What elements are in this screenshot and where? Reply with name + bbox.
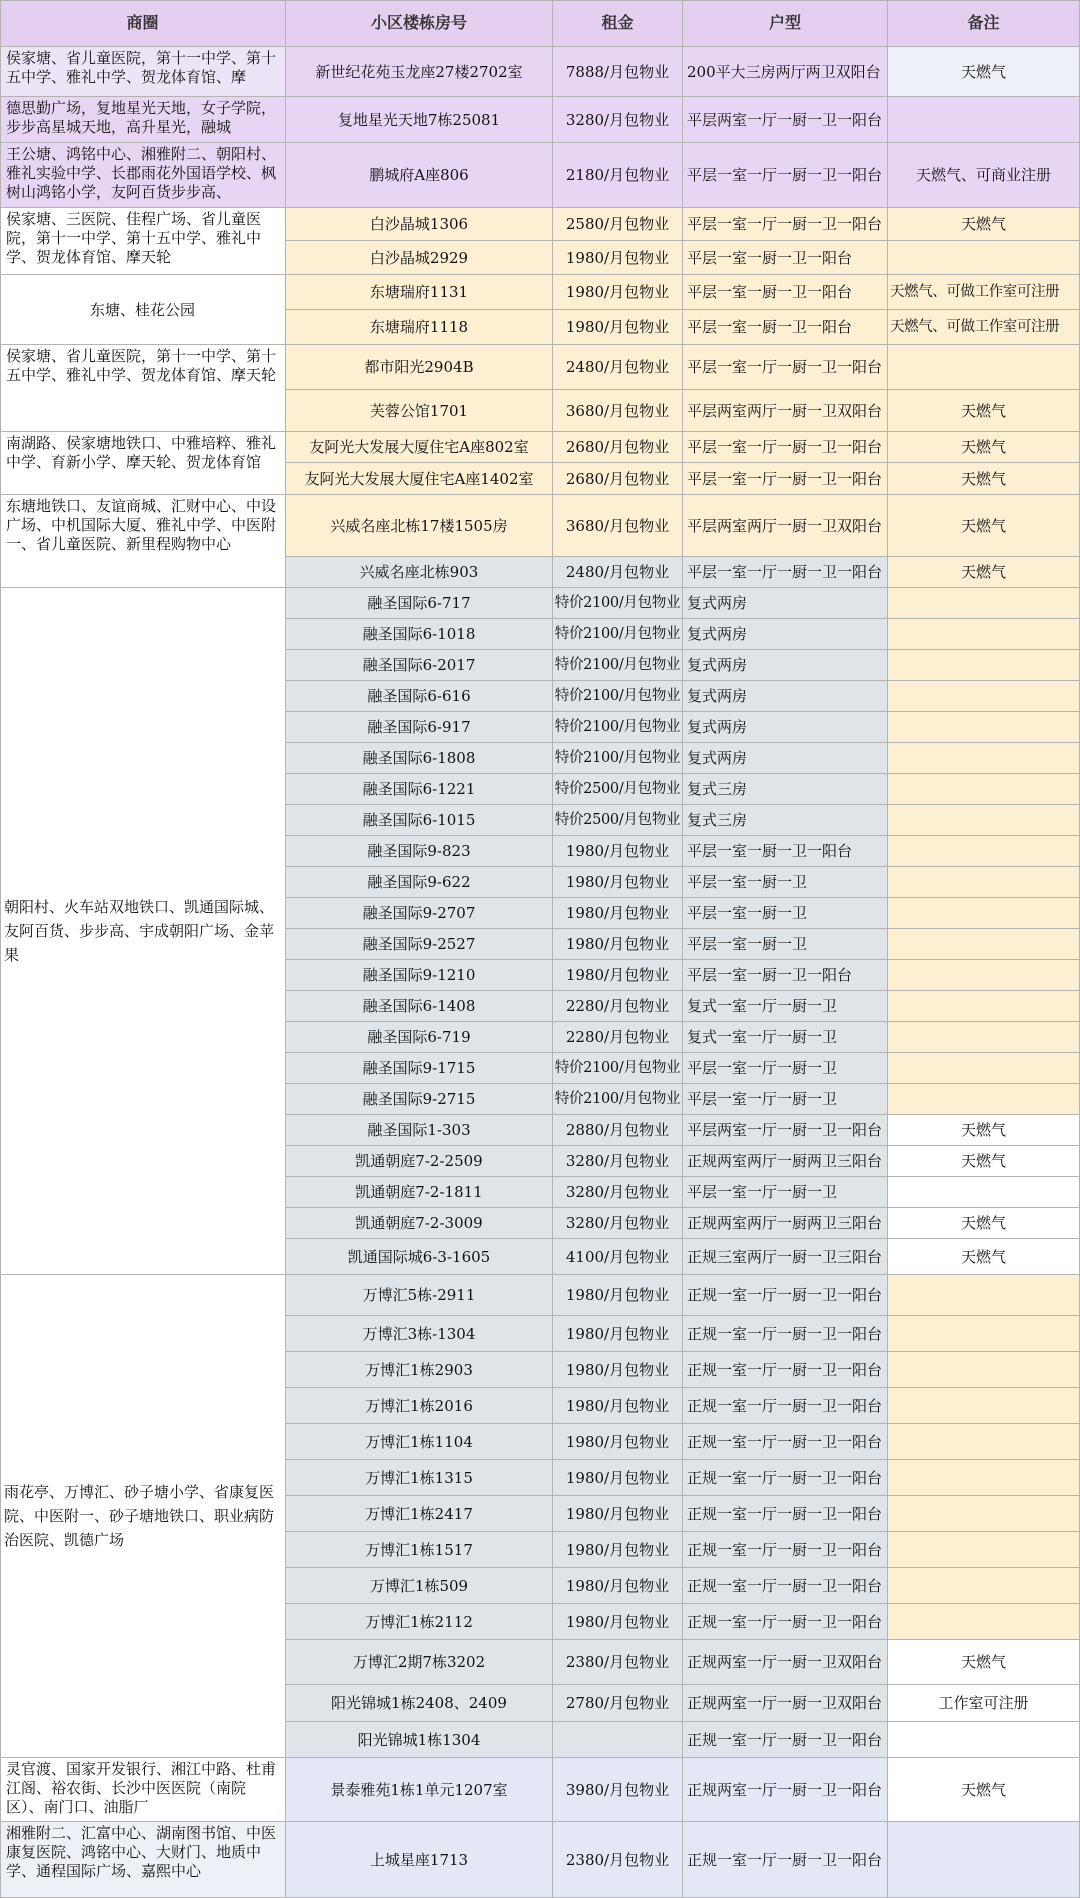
rent-cell: 1980/月包物业 xyxy=(553,1352,683,1388)
rent-cell: 1980/月包物业 xyxy=(553,836,683,867)
unit-cell: 东塘瑞府1131 xyxy=(286,275,553,310)
rent-cell: 2180/月包物业 xyxy=(553,143,683,208)
unit-cell: 融圣国际9-1210 xyxy=(286,960,553,991)
layout-cell: 平层一室一厨一卫一阳台 xyxy=(683,275,888,310)
unit-cell: 融圣国际9-2707 xyxy=(286,898,553,929)
area-cell: 朝阳村、火车站双地铁口、凯通国际城、友阿百货、步步高、宇成朝阳广场、金苹果 xyxy=(0,588,286,1275)
unit-cell: 融圣国际9-2527 xyxy=(286,929,553,960)
layout-cell: 正规一室一厅一厨一卫一阳台 xyxy=(683,1722,888,1758)
unit-cell: 融圣国际6-717 xyxy=(286,588,553,619)
area-cell: 德思勤广场，复地星光天地，女子学院，步步高星城天地，高升星光，融城 xyxy=(0,97,286,143)
unit-cell: 万博汇2期7栋3202 xyxy=(286,1640,553,1685)
layout-cell: 平层一室一厨一卫一阳台 xyxy=(683,241,888,275)
note-cell: 天燃气 xyxy=(888,47,1080,97)
layout-cell: 平层一室一厨一卫一阳台 xyxy=(683,960,888,991)
unit-cell: 芙蓉公馆1701 xyxy=(286,390,553,432)
unit-cell: 万博汇1栋1517 xyxy=(286,1532,553,1568)
layout-cell: 平层两室一厅一厨一卫一阳台 xyxy=(683,97,888,143)
layout-cell: 平层两室两厅一厨一卫双阳台 xyxy=(683,390,888,432)
note-cell xyxy=(888,1352,1080,1388)
note-cell: 天燃气 xyxy=(888,390,1080,432)
rent-cell: 2280/月包物业 xyxy=(553,991,683,1022)
note-cell xyxy=(888,1084,1080,1115)
layout-cell: 平层两室两厅一厨一卫双阳台 xyxy=(683,495,888,557)
area-cell: 东塘地铁口、友谊商城、汇财中心、中设广场、中机国际大厦、雅礼中学、中医附一、省儿童医院、新里程购物中心 xyxy=(0,495,286,588)
layout-cell: 正规两室两厅一厨两卫三阳台 xyxy=(683,1208,888,1239)
header-note: 备注 xyxy=(888,0,1080,47)
note-cell: 天燃气 xyxy=(888,1640,1080,1685)
layout-cell: 正规三室两厅一厨一卫三阳台 xyxy=(683,1239,888,1275)
rent-cell: 2580/月包物业 xyxy=(553,208,683,241)
unit-cell: 融圣国际6-917 xyxy=(286,712,553,743)
rent-cell: 特价2100/月包物业 xyxy=(553,712,683,743)
note-cell xyxy=(888,1177,1080,1208)
layout-cell: 平层一室一厨一卫 xyxy=(683,898,888,929)
area-cell: 东塘、桂花公园 xyxy=(0,275,286,345)
note-cell xyxy=(888,1424,1080,1460)
note-cell: 天燃气 xyxy=(888,1758,1080,1822)
unit-cell: 兴威名座北栋17楼1505房 xyxy=(286,495,553,557)
rent-cell: 3980/月包物业 xyxy=(553,1758,683,1822)
area-cell: 雨花亭、万博汇、砂子塘小学、省康复医院、中医附一、砂子塘地铁口、职业病防治医院、凯德广场 xyxy=(0,1275,286,1758)
rent-cell: 3280/月包物业 xyxy=(553,1146,683,1177)
rent-cell: 2480/月包物业 xyxy=(553,345,683,390)
note-cell xyxy=(888,681,1080,712)
note-cell xyxy=(888,960,1080,991)
rent-cell: 3280/月包物业 xyxy=(553,1208,683,1239)
rent-cell: 1980/月包物业 xyxy=(553,1460,683,1496)
note-cell xyxy=(888,1568,1080,1604)
note-cell xyxy=(888,588,1080,619)
layout-cell: 平层一室一厅一厨一卫一阳台 xyxy=(683,208,888,241)
unit-cell: 新世纪花苑玉龙座27楼2702室 xyxy=(286,47,553,97)
unit-cell: 融圣国际6-1018 xyxy=(286,619,553,650)
layout-cell: 正规两室一厅一厨一卫一阳台 xyxy=(683,1758,888,1822)
unit-cell: 融圣国际6-719 xyxy=(286,1022,553,1053)
area-cell: 王公塘、鸿铭中心、湘雅附二、朝阳村、雅礼实验中学、长郡雨花外国语学校、枫树山鸿铭小学，友阿百货步步高、 xyxy=(0,143,286,208)
layout-cell: 平层一室一厅一厨一卫 xyxy=(683,1053,888,1084)
unit-cell: 万博汇1栋509 xyxy=(286,1568,553,1604)
layout-cell: 平层一室一厨一卫 xyxy=(683,867,888,898)
layout-cell: 正规一室一厅一厨一卫一阳台 xyxy=(683,1604,888,1640)
note-cell: 天燃气 xyxy=(888,1115,1080,1146)
note-cell xyxy=(888,1388,1080,1424)
note-cell: 天燃气 xyxy=(888,1239,1080,1275)
note-cell xyxy=(888,1604,1080,1640)
rent-cell: 1980/月包物业 xyxy=(553,960,683,991)
unit-cell: 鹏城府A座806 xyxy=(286,143,553,208)
note-cell xyxy=(888,619,1080,650)
note-cell: 工作室可注册 xyxy=(888,1685,1080,1722)
layout-cell: 正规一室一厅一厨一卫一阳台 xyxy=(683,1496,888,1532)
unit-cell: 融圣国际1-303 xyxy=(286,1115,553,1146)
note-cell xyxy=(888,1053,1080,1084)
note-cell xyxy=(888,805,1080,836)
unit-cell: 融圣国际6-1408 xyxy=(286,991,553,1022)
layout-cell: 正规一室一厅一厨一卫一阳台 xyxy=(683,1352,888,1388)
layout-cell: 平层一室一厅一厨一卫一阳台 xyxy=(683,143,888,208)
rent-cell xyxy=(553,1722,683,1758)
unit-cell: 融圣国际6-2017 xyxy=(286,650,553,681)
rent-cell: 特价2100/月包物业 xyxy=(553,619,683,650)
note-cell: 天燃气 xyxy=(888,495,1080,557)
rent-cell: 特价2500/月包物业 xyxy=(553,805,683,836)
area-cell: 湘雅附二、汇富中心、湖南图书馆、中医康复医院、鸿铭中心、大财门、地质中学、通程国际广场、嘉熙中心 xyxy=(0,1822,286,1898)
note-cell xyxy=(888,1496,1080,1532)
unit-cell: 万博汇3栋-1304 xyxy=(286,1316,553,1352)
unit-cell: 复地星光天地7栋25081 xyxy=(286,97,553,143)
unit-cell: 凯通朝庭7-2-2509 xyxy=(286,1146,553,1177)
unit-cell: 阳光锦城1栋2408、2409 xyxy=(286,1685,553,1722)
layout-cell: 复式两房 xyxy=(683,619,888,650)
rent-cell: 3680/月包物业 xyxy=(553,390,683,432)
note-cell xyxy=(888,836,1080,867)
layout-cell: 复式三房 xyxy=(683,805,888,836)
rent-cell: 2780/月包物业 xyxy=(553,1685,683,1722)
rent-cell: 1980/月包物业 xyxy=(553,1275,683,1316)
note-cell xyxy=(888,241,1080,275)
layout-cell: 正规两室一厅一厨一卫双阳台 xyxy=(683,1685,888,1722)
unit-cell: 万博汇1栋2016 xyxy=(286,1388,553,1424)
layout-cell: 平层一室一厅一厨一卫 xyxy=(683,1177,888,1208)
unit-cell: 凯通朝庭7-2-1811 xyxy=(286,1177,553,1208)
layout-cell: 平层一室一厅一厨一卫一阳台 xyxy=(683,432,888,463)
rent-cell: 2680/月包物业 xyxy=(553,463,683,495)
note-cell xyxy=(888,774,1080,805)
area-cell: 侯家塘、三医院、佳程广场、省儿童医院，第十一中学、第十五中学、雅礼中学、贺龙体育馆、摩天轮 xyxy=(0,208,286,275)
area-cell: 灵官渡、国家开发银行、湘江中路、杜甫江阁、裕农街、长沙中医医院（南院区）、南门口、油脂厂 xyxy=(0,1758,286,1822)
unit-cell: 友阿光大发展大厦住宅A座1402室 xyxy=(286,463,553,495)
unit-cell: 融圣国际9-1715 xyxy=(286,1053,553,1084)
unit-cell: 万博汇1栋2417 xyxy=(286,1496,553,1532)
layout-cell: 复式一室一厅一厨一卫 xyxy=(683,991,888,1022)
layout-cell: 平层两室一厅一厨一卫一阳台 xyxy=(683,1115,888,1146)
unit-cell: 白沙晶城2929 xyxy=(286,241,553,275)
layout-cell: 复式两房 xyxy=(683,588,888,619)
note-cell xyxy=(888,1022,1080,1053)
unit-cell: 万博汇1栋1104 xyxy=(286,1424,553,1460)
unit-cell: 融圣国际6-1015 xyxy=(286,805,553,836)
layout-cell: 正规一室一厅一厨一卫一阳台 xyxy=(683,1532,888,1568)
layout-cell: 平层一室一厅一厨一卫一阳台 xyxy=(683,463,888,495)
rent-cell: 特价2500/月包物业 xyxy=(553,774,683,805)
unit-cell: 融圣国际6-1808 xyxy=(286,743,553,774)
unit-cell: 东塘瑞府1118 xyxy=(286,310,553,345)
rent-cell: 2680/月包物业 xyxy=(553,432,683,463)
note-cell: 天燃气 xyxy=(888,463,1080,495)
rent-cell: 3280/月包物业 xyxy=(553,1177,683,1208)
note-cell: 天燃气 xyxy=(888,1208,1080,1239)
layout-cell: 200平大三房两厅两卫双阳台 xyxy=(683,47,888,97)
note-cell: 天燃气 xyxy=(888,557,1080,588)
layout-cell: 平层一室一厅一厨一卫一阳台 xyxy=(683,345,888,390)
layout-cell: 正规一室一厅一厨一卫一阳台 xyxy=(683,1822,888,1898)
header-unit: 小区楼栋房号 xyxy=(286,0,553,47)
rent-cell: 2380/月包物业 xyxy=(553,1640,683,1685)
layout-cell: 复式两房 xyxy=(683,743,888,774)
rent-cell: 特价2100/月包物业 xyxy=(553,588,683,619)
layout-cell: 正规一室一厅一厨一卫一阳台 xyxy=(683,1424,888,1460)
layout-cell: 平层一室一厅一厨一卫一阳台 xyxy=(683,557,888,588)
rent-cell: 1980/月包物业 xyxy=(553,275,683,310)
rent-cell: 1980/月包物业 xyxy=(553,929,683,960)
rent-cell: 特价2100/月包物业 xyxy=(553,743,683,774)
note-cell xyxy=(888,1316,1080,1352)
note-cell xyxy=(888,1460,1080,1496)
note-cell xyxy=(888,1275,1080,1316)
rent-cell: 特价2100/月包物业 xyxy=(553,681,683,712)
rent-cell: 1980/月包物业 xyxy=(553,1496,683,1532)
unit-cell: 友阿光大发展大厦住宅A座802室 xyxy=(286,432,553,463)
rent-cell: 3280/月包物业 xyxy=(553,97,683,143)
unit-cell: 白沙晶城1306 xyxy=(286,208,553,241)
unit-cell: 万博汇1栋1315 xyxy=(286,1460,553,1496)
layout-cell: 正规一室一厅一厨一卫一阳台 xyxy=(683,1568,888,1604)
area-cell: 南湖路、侯家塘地铁口、中雅培粹、雅礼中学、育新小学、摩天轮、贺龙体育馆 xyxy=(0,432,286,495)
layout-cell: 正规一室一厅一厨一卫一阳台 xyxy=(683,1460,888,1496)
note-cell xyxy=(888,712,1080,743)
note-cell: 天燃气 xyxy=(888,432,1080,463)
layout-cell: 平层一室一厨一卫一阳台 xyxy=(683,310,888,345)
layout-cell: 平层一室一厅一厨一卫 xyxy=(683,1084,888,1115)
rent-cell: 2880/月包物业 xyxy=(553,1115,683,1146)
layout-cell: 正规一室一厅一厨一卫一阳台 xyxy=(683,1388,888,1424)
note-cell xyxy=(888,97,1080,143)
layout-cell: 平层一室一厨一卫 xyxy=(683,929,888,960)
unit-cell: 万博汇5栋-2911 xyxy=(286,1275,553,1316)
note-cell: 天燃气、可做工作室可注册 xyxy=(888,310,1080,345)
unit-cell: 融圣国际6-616 xyxy=(286,681,553,712)
note-cell xyxy=(888,1822,1080,1898)
note-cell xyxy=(888,650,1080,681)
note-cell: 天燃气、可做工作室可注册 xyxy=(888,275,1080,310)
rent-cell: 特价2100/月包物业 xyxy=(553,1053,683,1084)
note-cell xyxy=(888,867,1080,898)
note-cell xyxy=(888,1532,1080,1568)
layout-cell: 复式两房 xyxy=(683,712,888,743)
rent-cell: 1980/月包物业 xyxy=(553,1532,683,1568)
unit-cell: 融圣国际9-622 xyxy=(286,867,553,898)
layout-cell: 复式两房 xyxy=(683,650,888,681)
note-cell xyxy=(888,991,1080,1022)
rent-cell: 1980/月包物业 xyxy=(553,898,683,929)
area-cell: 侯家塘、省儿童医院，第十一中学、第十五中学、雅礼中学、贺龙体育馆、摩天轮 xyxy=(0,345,286,432)
unit-cell: 融圣国际9-2715 xyxy=(286,1084,553,1115)
unit-cell: 凯通朝庭7-2-3009 xyxy=(286,1208,553,1239)
rent-cell: 7888/月包物业 xyxy=(553,47,683,97)
unit-cell: 阳光锦城1栋1304 xyxy=(286,1722,553,1758)
rent-cell: 1980/月包物业 xyxy=(553,1568,683,1604)
header-layout: 户型 xyxy=(683,0,888,47)
layout-cell: 正规两室一厅一厨一卫双阳台 xyxy=(683,1640,888,1685)
rent-cell: 特价2100/月包物业 xyxy=(553,1084,683,1115)
unit-cell: 融圣国际6-1221 xyxy=(286,774,553,805)
unit-cell: 都市阳光2904B xyxy=(286,345,553,390)
note-cell: 天燃气 xyxy=(888,1146,1080,1177)
note-cell xyxy=(888,345,1080,390)
unit-cell: 上城星座1713 xyxy=(286,1822,553,1898)
layout-cell: 复式两房 xyxy=(683,681,888,712)
layout-cell: 正规一室一厅一厨一卫一阳台 xyxy=(683,1316,888,1352)
rent-cell: 4100/月包物业 xyxy=(553,1239,683,1275)
rent-cell: 1980/月包物业 xyxy=(553,1388,683,1424)
rent-cell: 1980/月包物业 xyxy=(553,1316,683,1352)
unit-cell: 景泰雅苑1栋1单元1207室 xyxy=(286,1758,553,1822)
rent-cell: 3680/月包物业 xyxy=(553,495,683,557)
unit-cell: 万博汇1栋2903 xyxy=(286,1352,553,1388)
layout-cell: 复式三房 xyxy=(683,774,888,805)
area-cell: 侯家塘、省儿童医院，第十一中学、第十五中学、雅礼中学、贺龙体育馆、摩 xyxy=(0,47,286,97)
unit-cell: 凯通国际城6-3-1605 xyxy=(286,1239,553,1275)
rent-cell: 1980/月包物业 xyxy=(553,310,683,345)
layout-cell: 正规两室两厅一厨两卫三阳台 xyxy=(683,1146,888,1177)
header-rent: 租金 xyxy=(553,0,683,47)
header-area: 商圈 xyxy=(0,0,286,47)
layout-cell: 正规一室一厅一厨一卫一阳台 xyxy=(683,1275,888,1316)
note-cell xyxy=(888,898,1080,929)
unit-cell: 融圣国际9-823 xyxy=(286,836,553,867)
rent-cell: 1980/月包物业 xyxy=(553,867,683,898)
rent-cell: 1980/月包物业 xyxy=(553,1424,683,1460)
note-cell xyxy=(888,1722,1080,1758)
rent-cell: 1980/月包物业 xyxy=(553,1604,683,1640)
rent-cell: 特价2100/月包物业 xyxy=(553,650,683,681)
unit-cell: 万博汇1栋2112 xyxy=(286,1604,553,1640)
note-cell: 天燃气 xyxy=(888,208,1080,241)
layout-cell: 平层一室一厨一卫一阳台 xyxy=(683,836,888,867)
unit-cell: 兴威名座北栋903 xyxy=(286,557,553,588)
note-cell xyxy=(888,929,1080,960)
note-cell: 天燃气、可商业注册 xyxy=(888,143,1080,208)
layout-cell: 复式一室一厅一厨一卫 xyxy=(683,1022,888,1053)
rent-cell: 2280/月包物业 xyxy=(553,1022,683,1053)
rent-cell: 1980/月包物业 xyxy=(553,241,683,275)
note-cell xyxy=(888,743,1080,774)
rent-cell: 2480/月包物业 xyxy=(553,557,683,588)
rent-cell: 2380/月包物业 xyxy=(553,1822,683,1898)
